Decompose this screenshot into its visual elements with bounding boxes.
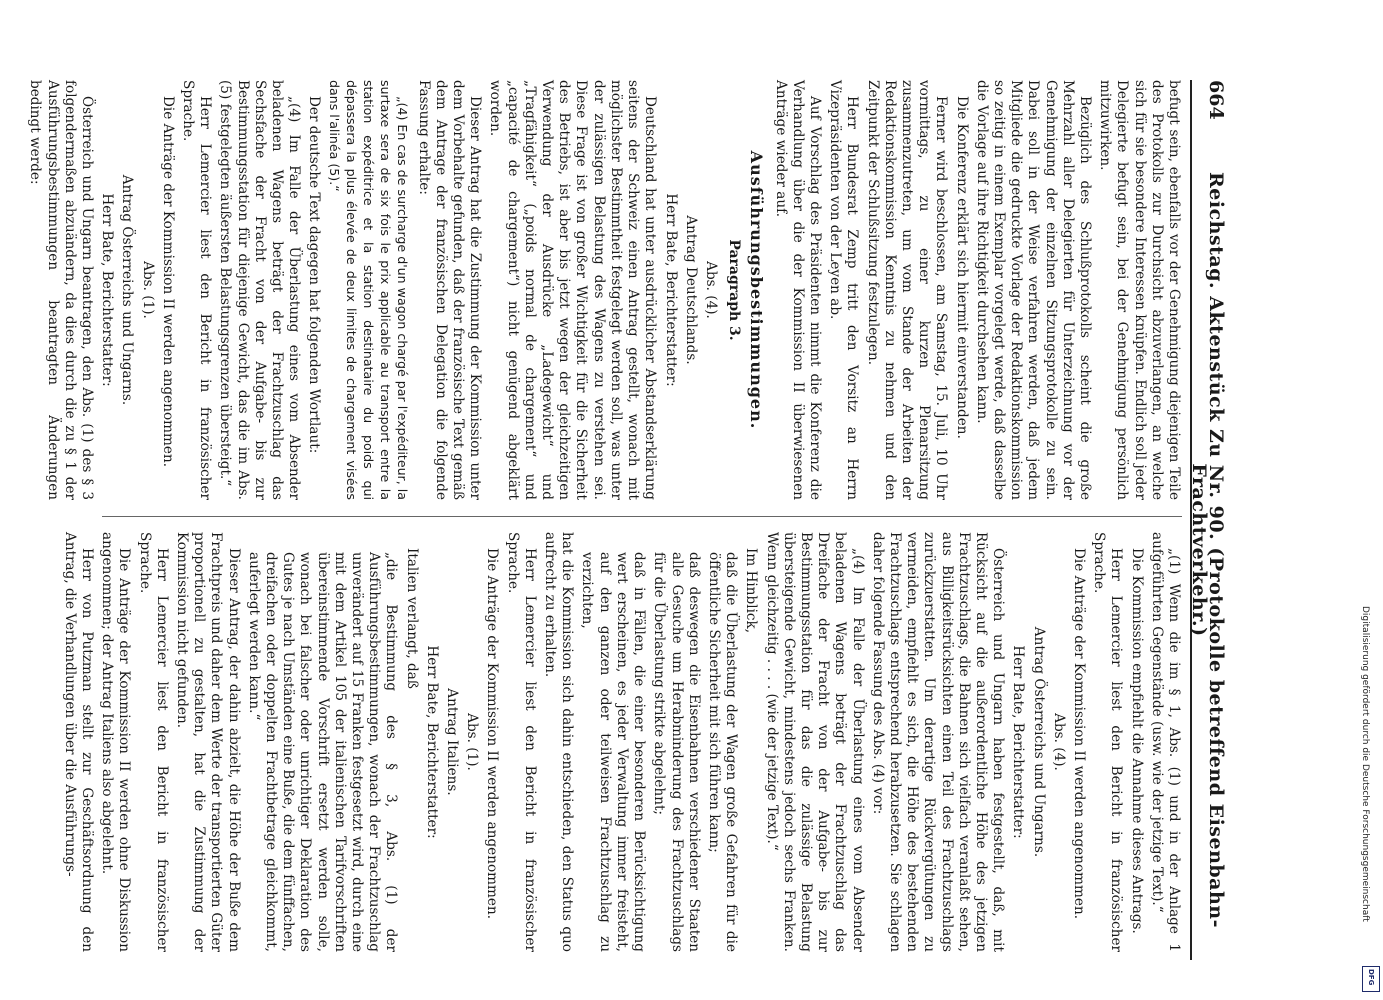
paragraph: Herr Lemercier liest den Bericht in französischer Sprache. bbox=[504, 532, 538, 952]
paragraph: Österreich und Ungarn beantragen, den Abs. (1) des § 3 folgendermaßen abzuändern, da dies durch die zu § 1 der Ausführungsbestimmungen beantragten Änderungen bedingt werde: bbox=[27, 80, 96, 500]
paragraph: Italien verlangt, daß bbox=[403, 548, 420, 689]
paragraph: Herr von Putzman stellt zur Geschäftsordnung den Antrag, die Verhandlungen über die Ausführungs- bbox=[61, 532, 96, 952]
paragraph: Die Anträge der Kommission II werden angenommen. bbox=[159, 96, 176, 468]
digitization-note-text: Digitalisierung gefördert durch die Deutsche Forschungsgemeinschaft bbox=[1360, 606, 1370, 922]
motion-title: Antrag Österreichs und Ungarns. bbox=[119, 174, 136, 406]
paragraph: Herr Bundesrat Zemp tritt den Vorsitz an Herrn Vizepräsidenten von der Leyen ab. bbox=[827, 80, 861, 500]
rapporteur: Herr Bate, Berichterstatter: bbox=[662, 193, 679, 387]
paragraph: befugt sein, ebenfalls vor der Genehmigung diejenigen Teile des Protokolls zur Durchsicht abzuverlangen, an welche sich für sie besondere Interessen knüpfen. Endlich soll jeder Delegierte befugt sein, bei der Genehmigung persönlich mitzuwirken. bbox=[1097, 80, 1182, 500]
paragraph: Bezüglich des Schlußprotokolls scheint die große Mehrzahl aller Delegierten für Unterzeichnung vor der Genehmigung der einzelnen Sitzungsprotokolle zu sein. Dabei soll in der Weise verfahren werden, daß jedem Mitgliede die gedruckte Vorlage der Redaktionskommission so zeitig in einem Exemplar vorgelegt werde, daß dasselbe die Vorlage auf ihre Richtigkeit durchsehen kann. bbox=[973, 80, 1093, 500]
consideration: daß in Fällen, die einer besonderen Berücksichtigung wert erscheinen, es jeder Verwaltung immer freisteht, auf den ganzen oder teilweisen Frachtzuschlag zu verzichten, bbox=[579, 552, 648, 952]
paragraph-label: Abs. (1). bbox=[464, 713, 481, 771]
dfg-logo bbox=[1362, 966, 1380, 992]
rapporteur: Herr Bate, Berichterstatter: bbox=[423, 645, 440, 839]
paragraph: Herr Lemercier liest den Bericht in französischer Sprache. bbox=[1091, 532, 1125, 952]
paragraph: Die Anträge der Kommission II werden angenommen. bbox=[484, 548, 501, 920]
paragraph: Österreich und Ungarn haben festgestellt, daß, mit Rücksicht auf die außerordentliche Höhe des jetzigen Frachtzuschlags, die Bahnen sich vielfach veranlaßt sehen, aus Billigkeitsrücksichten einen Teil des Frachtzuschlags zurückzuerstatten. Um derartige Rückvergütungen zu vermeiden, empfiehlt es sich, die Höhe des bestehenden Frachtzuschlags entsprechend herabzusetzen. Sie schlagen daher folgende Fassung des Abs. (4) vor: bbox=[869, 532, 1007, 952]
digitization-note bbox=[1360, 606, 1371, 922]
left-column bbox=[27, 80, 1182, 500]
quote: „die Bestimmung des § 3, Abs. (1) der Ausführungsbestimmungen, wonach der Frachtzuschlag unverändert auf 15 Franken festgesetzt wird, durch eine mit dem Artikel 105 der italienischen Tarifvorschriften übereinstimmende Vorschrift ersetzt werden solle, wonach bei falscher oder unrichtiger Deklaration des Gutes je nach Umständen eine Buße, die dem fünffachen, dreifachen oder doppelten Frachtbetrage gleichkommt, auferlegt werden kann.“ bbox=[245, 552, 400, 952]
paragraph: Herr Lemercier liest den Bericht in französischer Sprache. bbox=[136, 532, 170, 952]
subsection-heading: Paragraph 3. bbox=[726, 239, 743, 341]
motion-title: Antrag Deutschlands. bbox=[682, 215, 699, 365]
running-title: Reichstag. Aktenstück Zu Nr. 90. (Protokolle betreffend Eisenbahn-Frachtverkehr.) bbox=[1187, 171, 1227, 929]
paragraph-label: Abs. (1). bbox=[139, 261, 156, 319]
paragraph: Herr Lemercier liest den Bericht in französischer Sprache. bbox=[180, 80, 214, 500]
paragraph: Die Anträge der Kommission II werden angenommen. bbox=[1070, 548, 1087, 920]
paragraph: Deutschland hat unter ausdrücklicher Abstandserklärung seitens der Schweiz einen Antrag gestellt, wonach mit möglichster Bestimmtheit festgelegt werden soll, was unter der zulässigen Belastung des Wagens zu verstehen sei. Diese Frage ist von großer Wichtigkeit für die Sicherheit des Betriebs, ist aber bis jetzt wegen der gleichzeitigen Verwendung der Ausdrücke „Ladegewicht“ und „Tragfähigkeit“ („poids normal de chargement“ und „capacité de chargement“) nicht genügend abgeklärt worden. bbox=[487, 80, 659, 500]
consideration: daß die Überlastung der Wagen große Gefahren für die öffentliche Sicherheit mit sich führen kann; bbox=[705, 552, 740, 952]
paragraph: Die Anträge der Kommission II werden ohne Diskussion angenommen; der Antrag Italiens also abgelehnt. bbox=[99, 532, 133, 952]
paragraph: Die Konferenz erklärt sich hiermit einverstanden. bbox=[953, 96, 970, 439]
paragraph: Dieser Antrag, der dahin abzielt, die Höhe der Buße dem Frachtpreis und daher dem Werte der transportierten Güter proportionell zu gestalten, hat die Zustimmung der Kommission nicht gefunden. bbox=[174, 532, 242, 952]
quote: „(4) Im Falle der Überlastung eines vom Absender beladenen Wagens beträgt der Frachtzuschlag das Dreifache der Fracht von der Aufgabe- bis zur Bestimmungsstation für das die zulässige Belastung übersteigende Gewicht, mindestens jedoch sechs Franken. Wenn gleichzeitig . . . . (wie der jetzige Text).“ bbox=[763, 532, 866, 952]
motion-title: Antrag Italiens. bbox=[444, 688, 461, 796]
consideration: daß deswegen die Eisenbahnen verschiedener Staaten alle Gesuche um Herabminderung des Frachtzuschlags für die Überlastung strikte abgelehnt; bbox=[651, 552, 702, 952]
page-header bbox=[1187, 80, 1232, 960]
motion-title: Antrag Österreichs und Ungarns. bbox=[1030, 626, 1047, 858]
section-heading: Ausführungsbestimmungen. bbox=[747, 150, 767, 430]
rapporteur: Herr Bate, Berichterstatter: bbox=[99, 193, 116, 387]
french-quote: „(4) En cas de surcharge d'un wagon chargé par l'expéditeur, la surtaxe sera de six fois le prix applicable au transport entre la station expéditrice et la station destinataire du poids qui dépassera la plus élevée de deux limites de chargement visées dans l'alinéa (5).“ bbox=[326, 80, 411, 500]
paragraph: Die Kommission empfiehlt die Annahme dieses Antrags. bbox=[1128, 548, 1145, 934]
paragraph: Im Hinblick, bbox=[743, 548, 760, 634]
quote: „(1) Wenn die im § 1, Abs. (1) und in der Anlage 1 aufgeführten Gegenstände (usw. wie der jetzige Text).“ bbox=[1148, 532, 1182, 952]
page-number: 664 bbox=[1205, 80, 1227, 120]
paragraph: Auf Vorschlag des Präsidenten nimmt die Konferenz die Verhandlung über die der Kommission II überwiesenen Anträge wieder auf. bbox=[772, 80, 823, 500]
paragraph: Der deutsche Text dagegen hat folgenden Wortlaut: bbox=[306, 96, 323, 454]
column-divider bbox=[102, 516, 1182, 517]
german-quote: „(4) Im Falle der Überlastung eines vom Absender beladenen Wagens beträgt der Frachtzuschlag das Sechsfache der Fracht von der Aufgabe- bis zur Bestimmungsstation für diejenige Gewicht, das die im Abs. (5) festgelegten äußersten Belastungsgrenzen übersteigt.“ bbox=[217, 80, 303, 500]
paragraph: Ferner wird beschlossen, am Samstag, 15. Juli, 10 Uhr vormittags, zu einer kurzen Plenarsitzung zusammenzutreten, um vom Stande der Arbeiten der Redaktionskommission Kenntnis zu nehmen und den Zeitpunkt der Schlußsitzung festzulegen. bbox=[864, 80, 950, 500]
paragraph: hat die Kommission sich dahin entschieden, den Status quo aufrecht zu erhalten. bbox=[542, 532, 576, 952]
rotated-page-content bbox=[27, 80, 1232, 960]
paragraph-label: Abs. (4). bbox=[702, 261, 719, 319]
dfg-logo-text: DFG bbox=[1367, 969, 1375, 986]
paragraph: Dieser Antrag hat die Zustimmung der Kommission unter dem Vorbehalte gefunden, daß der französische Text gemäß dem Antrage der französischen Delegation die folgende Fassung erhalte: bbox=[415, 80, 484, 500]
right-column bbox=[61, 532, 1182, 952]
rapporteur: Herr Bate, Berichterstatter: bbox=[1010, 645, 1027, 839]
paragraph-label: Abs. (4). bbox=[1050, 713, 1067, 771]
